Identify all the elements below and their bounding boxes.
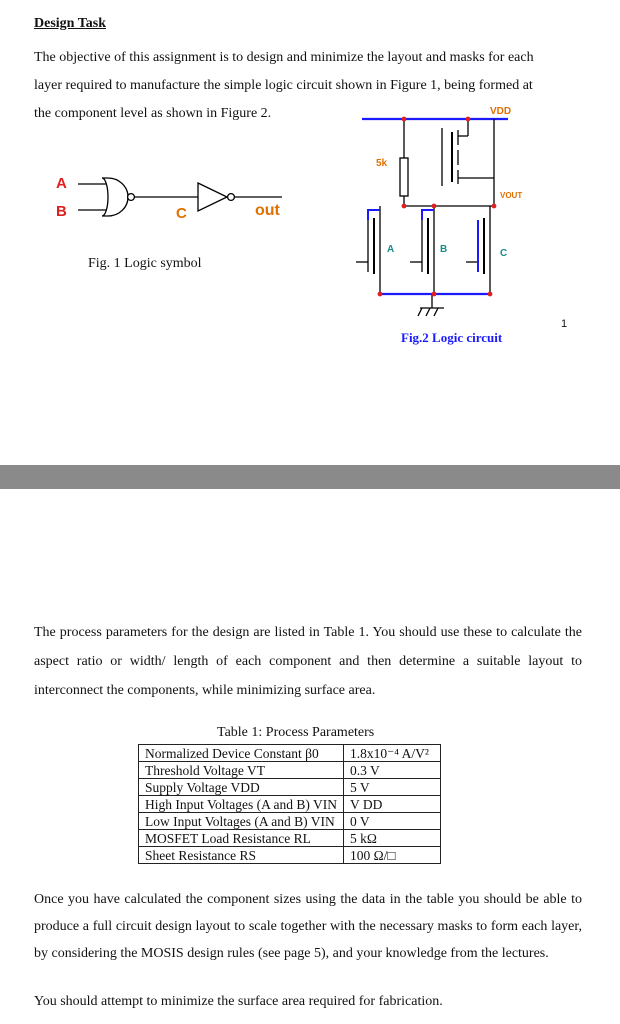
param-value: 0.3 V xyxy=(344,762,441,779)
param-label: Normalized Device Constant β0 xyxy=(139,745,344,762)
page-number: 1 xyxy=(561,318,568,330)
closing-paragraph: You should attempt to minimize the surface area required for fabrication. xyxy=(34,994,443,1009)
table-row xyxy=(139,779,441,796)
table-row xyxy=(139,847,441,864)
fig2-caption: Fig.2 Logic circuit xyxy=(401,330,503,345)
intro-line: the component level as shown in Figure 2. xyxy=(34,106,272,121)
fig1-caption: Fig. 1 Logic symbol xyxy=(88,256,202,271)
fig2-gate-a-label: A xyxy=(387,244,395,255)
node-dot xyxy=(432,292,437,297)
table-row xyxy=(139,830,441,847)
fig2-logic-circuit xyxy=(340,100,540,330)
fig1-label-b: B xyxy=(56,203,67,220)
param-label: Supply Voltage VDD xyxy=(139,779,344,796)
fig2-vout-label: VOUT xyxy=(500,191,523,200)
inverter-triangle xyxy=(198,183,227,211)
section-heading: Design Task xyxy=(34,16,106,31)
table-caption: Table 1: Process Parameters xyxy=(217,725,375,740)
node-dot xyxy=(432,204,437,209)
fig1-logic-symbol xyxy=(50,170,300,230)
node-dot xyxy=(466,117,471,122)
inverter-bubble xyxy=(228,194,235,201)
param-value: 5 V xyxy=(344,779,441,796)
param-label: High Input Voltages (A and B) VIN xyxy=(139,796,344,813)
node-dot xyxy=(378,292,383,297)
param-value: V DD xyxy=(344,796,441,813)
or-gate-bubble xyxy=(128,194,135,201)
node-dot xyxy=(492,204,497,209)
table-row xyxy=(139,813,441,830)
param-value: 5 kΩ xyxy=(344,830,441,847)
fig1-label-c: C xyxy=(176,205,187,222)
table-row xyxy=(139,762,441,779)
fig2-gate-b-label: B xyxy=(440,244,448,255)
intro-line: layer required to manufacture the simple logic circuit shown in Figure 1, being formed at xyxy=(34,78,533,93)
param-value: 1.8x10⁻⁴ A/V² xyxy=(344,745,441,762)
fig2-gate-c-label: C xyxy=(500,248,508,259)
fig1-label-out: out xyxy=(255,202,280,219)
page-divider xyxy=(0,465,620,489)
param-label: Threshold Voltage VT xyxy=(139,762,344,779)
intro-line: The objective of this assignment is to design and minimize the layout and masks for each xyxy=(34,50,534,65)
node-dot xyxy=(402,117,407,122)
fig2-resistor-label: 5k xyxy=(376,158,388,169)
param-label: MOSFET Load Resistance RL xyxy=(139,830,344,847)
fig2-vdd-label: VDD xyxy=(490,106,512,117)
layout-paragraph: Once you have calculated the component sizes using the data in the table you should be able to produce a full circuit design layout to scale together with the necessary masks to form each layer, by considering the MOSIS design rules (see page 5), and your knowledge from the lectures. xyxy=(34,892,582,961)
or-gate-shape xyxy=(102,178,128,216)
process-parameters-table xyxy=(138,744,441,864)
param-label: Sheet Resistance RS xyxy=(139,847,344,864)
param-value: 100 Ω/□ xyxy=(344,847,441,864)
node-dot xyxy=(402,204,407,209)
process-paragraph: The process parameters for the design are listed in Table 1. You should use these to calculate the aspect ratio or width/ length of each component and then determine a suitable layout to interconnect the components, while minimizing surface area. xyxy=(34,625,582,698)
table-row xyxy=(139,796,441,813)
param-label: Low Input Voltages (A and B) VIN xyxy=(139,813,344,830)
param-value: 0 V xyxy=(344,813,441,830)
node-dot xyxy=(488,292,493,297)
table-row xyxy=(139,745,441,762)
fig1-label-a: A xyxy=(56,175,67,192)
resistor-5k xyxy=(400,158,408,196)
